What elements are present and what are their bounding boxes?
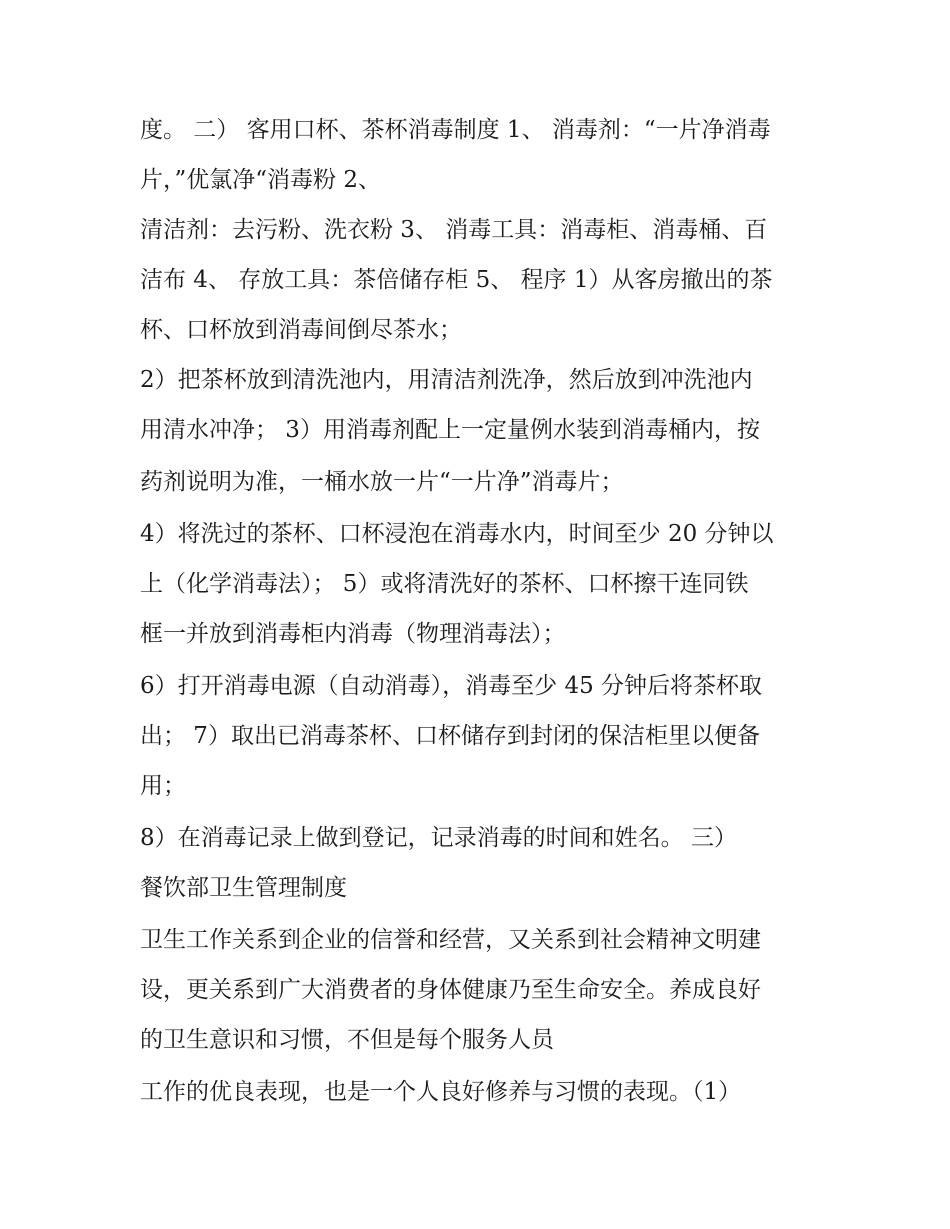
text-line-8: 药剂说明为准，一桶水放一片“一片净”消毒片；: [140, 469, 624, 495]
text-line-5: 杯、口杯放到消毒间倒尽茶水；: [140, 317, 462, 343]
text-line-15: 8）在消毒记录上做到登记，记录消毒的时间和姓名。 三）: [140, 825, 737, 851]
text-line-19: 的卫生意识和习惯，不但是每个服务人员: [140, 1027, 554, 1053]
text-line-11: 框一并放到消毒柜内消毒（物理消毒法）；: [140, 621, 566, 647]
text-line-12: 6）打开消毒电源（自动消毒），消毒至少 45 分钟后将茶杯取: [140, 673, 763, 699]
text-line-13: 出； 7）取出已消毒茶杯、口杯储存到封闭的保洁柜里以便备: [140, 723, 760, 749]
text-line-2: 片，”优氯净“消毒粉 2、: [140, 167, 381, 193]
text-line-10: 上（化学消毒法）； 5）或将清洗好的茶杯、口杯擦干连同铁: [140, 571, 749, 597]
text-line-1: 度。 二） 客用口杯、茶杯消毒制度 1、 消毒剂：“一片净消毒: [140, 117, 771, 143]
text-line-14: 用；: [140, 773, 186, 799]
text-line-9: 4）将洗过的茶杯、口杯浸泡在消毒水内，时间至少 20 分钟以: [140, 521, 774, 547]
text-line-16: 餐饮部卫生管理制度: [140, 875, 347, 901]
text-line-20: 工作的优良表现，也是一个人良好修养与习惯的表现。（1）: [140, 1079, 742, 1105]
text-line-3: 清洁剂：去污粉、洗衣粉 3、 消毒工具：消毒柜、消毒桶、百: [140, 217, 768, 243]
text-line-4: 洁布 4、 存放工具：茶倍储存柜 5、 程序 1）从客房撤出的茶: [140, 267, 773, 293]
text-line-17: 卫生工作关系到企业的信誉和经营，又关系到社会精神文明建: [140, 927, 761, 953]
text-line-7: 用清水冲净； 3）用消毒剂配上一定量例水装到消毒桶内，按: [140, 417, 760, 443]
text-line-6: 2）把茶杯放到清洗池内，用清洁剂洗净，然后放到冲洗池内: [140, 367, 753, 393]
text-line-18: 设，更关系到广大消费者的身体健康乃至生命安全。养成良好: [140, 977, 761, 1003]
